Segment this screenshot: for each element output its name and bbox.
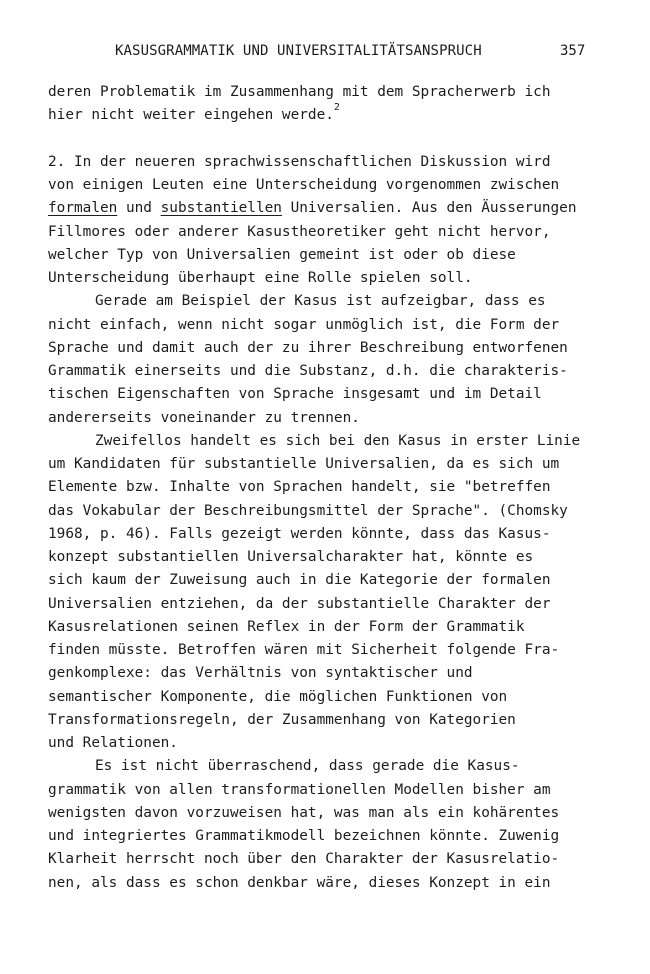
text-line: Grammatik einerseits und die Substanz, d.h. die charakteris- bbox=[48, 363, 568, 379]
text-line: das Vokabular der Beschreibungsmittel der Sprache". (Chomsky bbox=[48, 502, 568, 519]
text-fragment: hier nicht weiter eingehen werde. bbox=[48, 107, 334, 124]
text-line: Kasusrelationen seinen Reflex in der Form der Grammatik bbox=[48, 618, 525, 635]
text-line: konzept substantiellen Universalcharakter hat, könnte es bbox=[48, 549, 534, 565]
text-fragment: Universalien. Aus den Äusserungen bbox=[281, 200, 577, 217]
text-line: tischen Eigenschaften von Sprache insgesamt und im Detail bbox=[48, 386, 542, 403]
paragraph-substantial-universals bbox=[48, 430, 618, 756]
text-line: 1968, p. 46). Falls gezeigt werden könnte, dass das Kasus- bbox=[48, 525, 551, 542]
text-line: und Relationen. bbox=[48, 735, 178, 751]
text-line: von einigen Leuten eine Unterscheidung vorgenommen zwischen bbox=[48, 177, 560, 193]
body-text bbox=[48, 81, 618, 895]
text-line: Zweifellos handelt es sich bei den Kasus in erster Linie bbox=[95, 432, 581, 449]
paragraph-section-2 bbox=[48, 151, 618, 291]
text-line: grammatik von allen transformationellen Modellen bisher am bbox=[48, 781, 551, 798]
text-line: Fillmores oder anderer Kasustheoretiker geht nicht hervor, bbox=[48, 223, 551, 240]
page-number: 357 bbox=[560, 43, 586, 59]
text-line: deren Problematik im Zusammenhang mit dem Spracherwerb ich bbox=[48, 84, 551, 100]
text-line: Sprache und damit auch der zu ihrer Beschreibung entworfenen bbox=[48, 339, 568, 356]
underlined-term-substantial: substantiellen bbox=[160, 200, 282, 217]
text-line: um Kandidaten für substantielle Universalien, da es sich um bbox=[48, 456, 560, 472]
text-line: nen, als dass es schon denkbar wäre, dieses Konzept in ein bbox=[48, 874, 551, 891]
text-line bbox=[48, 104, 618, 127]
running-header bbox=[0, 43, 650, 63]
paragraph-gap bbox=[48, 128, 618, 151]
text-line: Es ist nicht überraschend, dass gerade die Kasus- bbox=[95, 758, 520, 775]
footnote-reference: 2 bbox=[333, 102, 340, 114]
text-line: semantischer Komponente, die möglichen Funktionen von bbox=[48, 688, 508, 705]
text-line: andererseits voneinander zu trennen. bbox=[48, 409, 360, 426]
text-line: Klarheit herrscht noch über den Charakter der Kasusrelatio- bbox=[48, 851, 560, 868]
underlined-term-formal: formalen bbox=[48, 200, 118, 217]
text-line: Universalien entziehen, da der substantielle Charakter der bbox=[48, 595, 551, 612]
text-line: Elemente bzw. Inhalte von Sprachen handelt, sie "betreffen bbox=[48, 479, 551, 496]
text-line: Gerade am Beispiel der Kasus ist aufzeigbar, dass es bbox=[95, 293, 546, 310]
running-title: KASUSGRAMMATIK UND UNIVERSITALITÄTSANSPRUCH bbox=[115, 43, 482, 59]
paragraph-kasus-grammar bbox=[48, 755, 618, 895]
text-line: Transformationsregeln, der Zusammenhang von Kategorien bbox=[48, 711, 516, 728]
paragraph-kasus-example bbox=[48, 290, 618, 430]
text-line: finden müsste. Betroffen wären mit Sicherheit folgende Fra- bbox=[48, 642, 560, 658]
text-fragment: und bbox=[117, 200, 161, 217]
text-line: sich kaum der Zuweisung auch in die Kategorie der formalen bbox=[48, 572, 551, 589]
text-line: welcher Typ von Universalien gemeint ist oder ob diese bbox=[48, 246, 516, 263]
text-line bbox=[48, 197, 618, 220]
text-line: Unterscheidung überhaupt eine Rolle spielen soll. bbox=[48, 270, 473, 286]
text-line: und integriertes Grammatikmodell bezeichnen könnte. Zuwenig bbox=[48, 828, 560, 844]
text-line: nicht einfach, wenn nicht sogar unmöglich ist, die Form der bbox=[48, 316, 560, 333]
text-line: genkomplexe: das Verhältnis von syntaktischer und bbox=[48, 665, 473, 682]
text-line: 2. In der neueren sprachwissenschaftlichen Diskussion wird bbox=[48, 153, 551, 170]
paragraph-continuation bbox=[48, 81, 618, 128]
text-line: wenigsten davon vorzuweisen hat, was man als ein kohärentes bbox=[48, 804, 560, 821]
